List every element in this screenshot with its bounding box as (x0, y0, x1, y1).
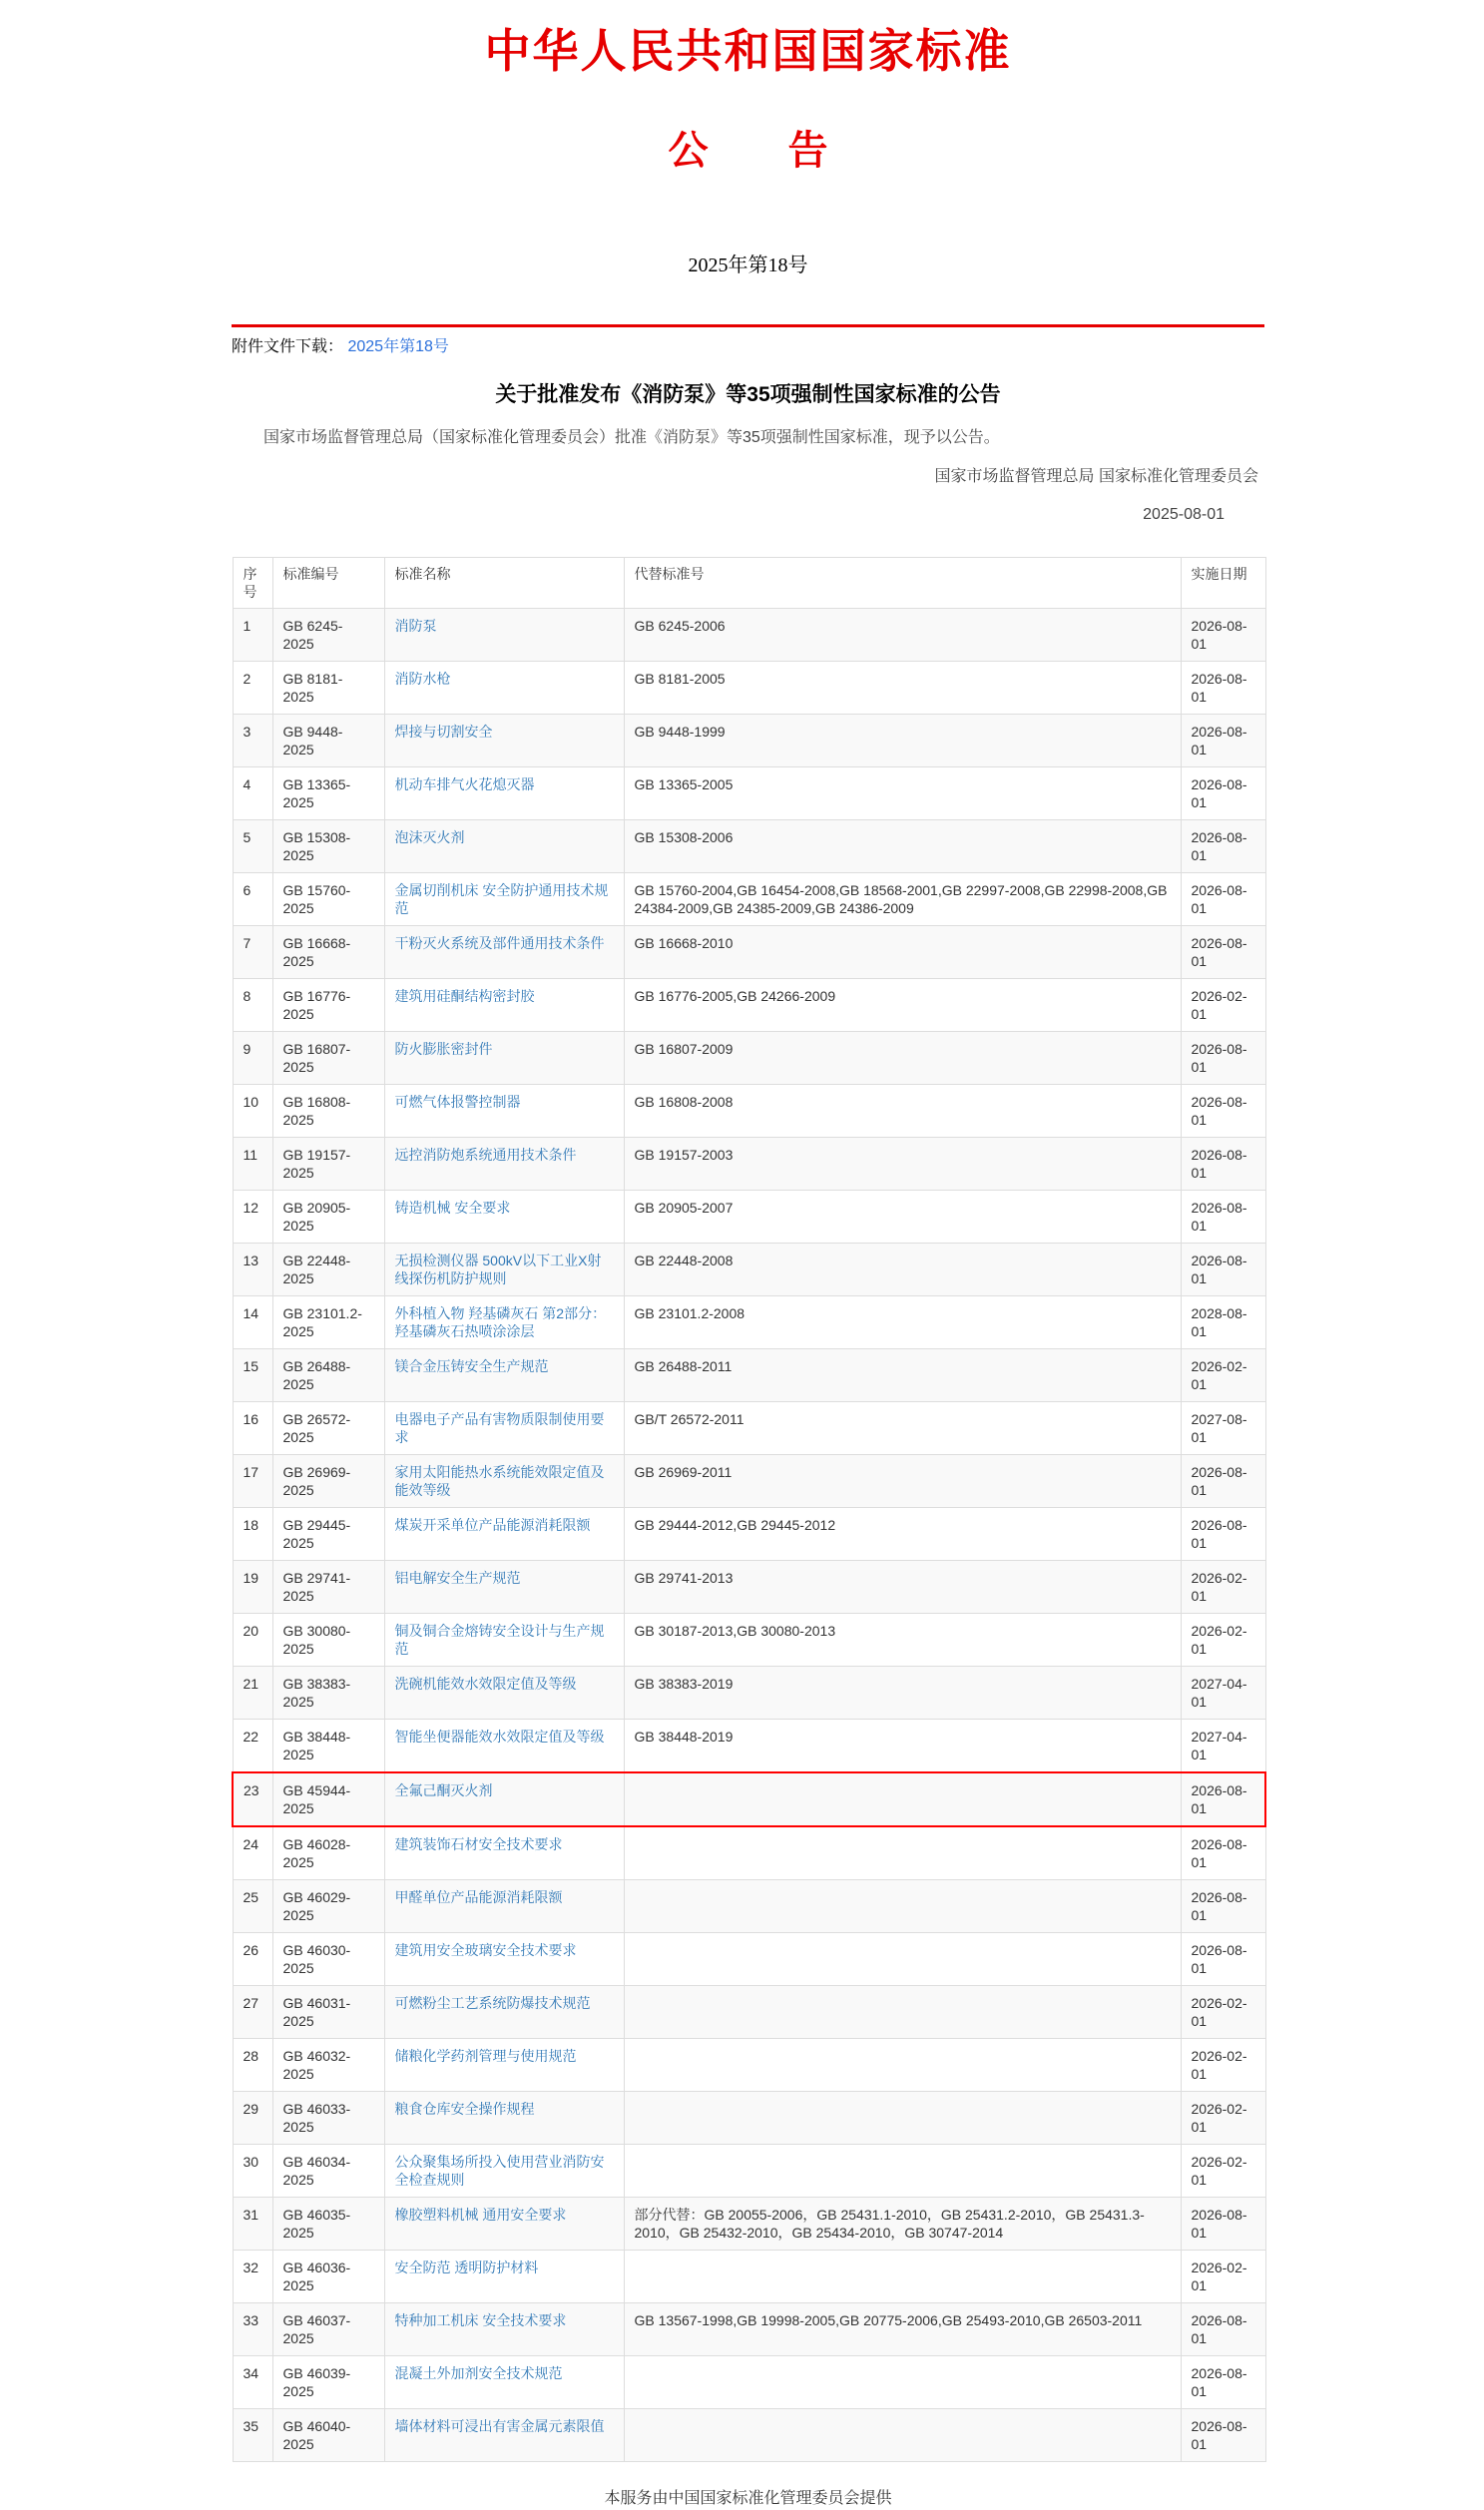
standard-name-cell (384, 1614, 624, 1667)
table-row (233, 715, 1265, 767)
replaced-standards: GB 19157-2003 (624, 1138, 1181, 1191)
row-number: 20 (233, 1614, 272, 1667)
standard-name-cell (384, 1349, 624, 1402)
standard-name-link[interactable]: 墙体材料可浸出有害金属元素限值 (394, 2418, 605, 2434)
standard-code: GB 26488-2025 (272, 1349, 384, 1402)
replaced-standards: GB 15308-2006 (624, 820, 1181, 873)
replaced-standards: GB 16776-2005,GB 24266-2009 (624, 979, 1181, 1032)
content-area (232, 26, 1264, 2510)
row-number: 27 (233, 1986, 272, 2039)
row-number: 14 (233, 1296, 272, 1349)
replaced-standards (624, 1986, 1181, 2039)
standard-code: GB 38448-2025 (272, 1720, 384, 1773)
row-number: 35 (233, 2409, 272, 2462)
implementation-date: 2026-08-01 (1181, 1032, 1265, 1085)
replaced-standards: GB 16808-2008 (624, 1085, 1181, 1138)
standard-code: GB 6245-2025 (272, 609, 384, 662)
table-row (233, 1772, 1265, 1826)
standard-name-cell (384, 715, 624, 767)
implementation-date: 2026-08-01 (1181, 2356, 1265, 2409)
standard-code: GB 46034-2025 (272, 2145, 384, 2198)
row-number: 23 (233, 1772, 272, 1826)
standard-name-cell (384, 2303, 624, 2356)
implementation-date: 2026-02-01 (1181, 2092, 1265, 2145)
table-row (233, 2145, 1265, 2198)
table-row (233, 926, 1265, 979)
replaced-standards (624, 1933, 1181, 1986)
standard-code: GB 46032-2025 (272, 2039, 384, 2092)
row-number: 6 (233, 873, 272, 926)
replaced-standards (624, 1880, 1181, 1933)
standard-name-link[interactable]: 混凝土外加剂安全技术规范 (394, 2365, 563, 2381)
replaced-standards: GB 13567-1998,GB 19998-2005,GB 20775-2006,GB 25493-2010,GB 26503-2011 (624, 2303, 1181, 2356)
standard-name-cell (384, 1244, 624, 1296)
standard-name-cell (384, 1986, 624, 2039)
implementation-date: 2026-08-01 (1181, 767, 1265, 820)
row-number: 7 (233, 926, 272, 979)
standard-name-link[interactable]: 电器电子产品有害物质限制使用要求 (394, 1411, 605, 1445)
replaced-standards (624, 2039, 1181, 2092)
standard-code: GB 16776-2025 (272, 979, 384, 1032)
standard-name-cell (384, 1085, 624, 1138)
table-row (233, 820, 1265, 873)
row-number: 15 (233, 1349, 272, 1402)
standard-code: GB 45944-2025 (272, 1772, 384, 1826)
standard-name-link[interactable]: 橡胶塑料机械 通用安全要求 (394, 2207, 567, 2223)
implementation-date: 2026-02-01 (1181, 1561, 1265, 1614)
row-number: 29 (233, 2092, 272, 2145)
implementation-date: 2026-08-01 (1181, 1138, 1265, 1191)
implementation-date: 2026-08-01 (1181, 715, 1265, 767)
implementation-date: 2026-02-01 (1181, 979, 1265, 1032)
row-number: 10 (233, 1085, 272, 1138)
standard-code: GB 29741-2025 (272, 1561, 384, 1614)
attachment-row (232, 337, 1264, 357)
replaced-standards: GB 26488-2011 (624, 1349, 1181, 1402)
replaced-standards: GB 15760-2004,GB 16454-2008,GB 18568-2001,GB 22997-2008,GB 22998-2008,GB 24384-2009,GB 24385-2009,GB 24386-2009 (624, 873, 1181, 926)
implementation-date: 2026-08-01 (1181, 1772, 1265, 1826)
standard-name-cell (384, 1296, 624, 1349)
implementation-date: 2026-02-01 (1181, 1614, 1265, 1667)
standard-name-link[interactable]: 铝电解安全生产规范 (394, 1570, 521, 1586)
implementation-date: 2026-08-01 (1181, 1508, 1265, 1561)
standard-code: GB 38383-2025 (272, 1667, 384, 1720)
table-row (233, 2303, 1265, 2356)
standard-name-cell (384, 1138, 624, 1191)
replaced-standards: GB/T 26572-2011 (624, 1402, 1181, 1455)
standard-name-link[interactable]: 建筑用硅酮结构密封胶 (394, 988, 535, 1004)
page-subtitle: 公 告 (668, 128, 828, 173)
column-header-index: 序号 (233, 558, 272, 609)
standard-name-link[interactable]: 公众聚集场所投入使用营业消防安全检查规则 (394, 2154, 605, 2188)
standard-name-cell (384, 1772, 624, 1826)
table-row (233, 1826, 1265, 1880)
table-row (233, 1986, 1265, 2039)
row-number: 19 (233, 1561, 272, 1614)
standard-name-cell (384, 767, 624, 820)
row-number: 30 (233, 2145, 272, 2198)
replaced-standards: GB 6245-2006 (624, 609, 1181, 662)
standard-name-link[interactable]: 全氟己酮灭火剂 (394, 1782, 493, 1798)
implementation-date: 2026-02-01 (1181, 2251, 1265, 2303)
implementation-date: 2026-08-01 (1181, 1191, 1265, 1244)
replaced-standards: GB 13365-2005 (624, 767, 1181, 820)
standard-name-link[interactable]: 外科植入物 羟基磷灰石 第2部分：羟基磷灰石热喷涂涂层 (394, 1305, 607, 1339)
standard-code: GB 29445-2025 (272, 1508, 384, 1561)
row-number: 9 (233, 1032, 272, 1085)
table-row (233, 1138, 1265, 1191)
implementation-date: 2026-08-01 (1181, 609, 1265, 662)
implementation-date: 2028-08-01 (1181, 1296, 1265, 1349)
replaced-standards: GB 8181-2005 (624, 662, 1181, 715)
replaced-standards: GB 16668-2010 (624, 926, 1181, 979)
standard-name-link[interactable]: 焊接与切割安全 (394, 724, 493, 740)
standard-code: GB 30080-2025 (272, 1614, 384, 1667)
standard-name-link[interactable]: 铜及铜合金熔铸安全设计与生产规范 (394, 1623, 605, 1657)
replaced-standards: GB 26969-2011 (624, 1455, 1181, 1508)
standard-code: GB 16808-2025 (272, 1085, 384, 1138)
table-row (233, 2092, 1265, 2145)
standard-name-link[interactable]: 泡沫灭火剂 (394, 829, 465, 845)
signature-date: 2025-08-01 (1143, 506, 1225, 523)
row-number: 22 (233, 1720, 272, 1773)
standards-table-body (233, 609, 1265, 2462)
standard-name-link[interactable]: 消防泵 (394, 618, 437, 634)
table-row (233, 1455, 1265, 1508)
standard-name-link[interactable]: 可燃气体报警控制器 (394, 1094, 521, 1110)
row-number: 1 (233, 609, 272, 662)
standard-code: GB 19157-2025 (272, 1138, 384, 1191)
implementation-date: 2026-02-01 (1181, 1349, 1265, 1402)
implementation-date: 2026-08-01 (1181, 1826, 1265, 1880)
standard-code: GB 23101.2-2025 (272, 1296, 384, 1349)
standard-code: GB 46035-2025 (272, 2198, 384, 2251)
table-row (233, 2198, 1265, 2251)
standard-name-cell (384, 2409, 624, 2462)
replaced-standards: GB 9448-1999 (624, 715, 1181, 767)
table-row (233, 2356, 1265, 2409)
standard-code: GB 46037-2025 (272, 2303, 384, 2356)
table-row (233, 1296, 1265, 1349)
standard-code: GB 16668-2025 (272, 926, 384, 979)
row-number: 13 (233, 1244, 272, 1296)
standard-code: GB 26969-2025 (272, 1455, 384, 1508)
standard-name-link[interactable]: 消防水枪 (394, 671, 451, 687)
column-header-name: 标准名称 (384, 558, 624, 609)
standard-name-cell (384, 873, 624, 926)
column-header-code: 标准编号 (272, 558, 384, 609)
row-number: 31 (233, 2198, 272, 2251)
implementation-date: 2026-08-01 (1181, 926, 1265, 979)
standard-name-link[interactable]: 储粮化学药剂管理与使用规范 (394, 2048, 577, 2064)
standard-code: GB 46031-2025 (272, 1986, 384, 2039)
row-number: 25 (233, 1880, 272, 1933)
row-number: 34 (233, 2356, 272, 2409)
row-number: 28 (233, 2039, 272, 2092)
table-row (233, 1880, 1265, 1933)
attachment-download-link[interactable]: 2025年第18号 (347, 338, 449, 355)
standard-name-link[interactable]: 铸造机械 安全要求 (394, 1200, 511, 1216)
attachment-label: 附件文件下载： (232, 338, 344, 355)
column-header-replaces: 代替标准号 (624, 558, 1181, 609)
standard-name-link[interactable]: 机动车排气火花熄灭器 (394, 776, 535, 792)
standard-code: GB 15760-2025 (272, 873, 384, 926)
replaced-standards: 部分代替：GB 20055-2006，GB 25431.1-2010，GB 25431.2-2010，GB 25431.3-2010，GB 25432-2010，GB 25434-2010，GB 30747-2014 (624, 2198, 1181, 2251)
replaced-standards (624, 2145, 1181, 2198)
implementation-date: 2027-04-01 (1181, 1720, 1265, 1773)
replaced-standards: GB 22448-2008 (624, 1244, 1181, 1296)
standard-code: GB 46029-2025 (272, 1880, 384, 1933)
replaced-standards: GB 38448-2019 (624, 1720, 1181, 1773)
row-number: 16 (233, 1402, 272, 1455)
standard-name-link[interactable]: 干粉灭火系统及部件通用技术条件 (394, 935, 605, 951)
announcement-title: 关于批准发布《消防泵》等35项强制性国家标准的公告 (495, 383, 1001, 406)
row-number: 8 (233, 979, 272, 1032)
row-number: 17 (233, 1455, 272, 1508)
row-number: 24 (233, 1826, 272, 1880)
table-row (233, 1667, 1265, 1720)
table-row (233, 1933, 1265, 1986)
announcement-page (0, 26, 1484, 2507)
implementation-date: 2026-08-01 (1181, 873, 1265, 926)
standard-code: GB 46033-2025 (272, 2092, 384, 2145)
standard-code: GB 46028-2025 (272, 1826, 384, 1880)
standard-name-cell (384, 979, 624, 1032)
standard-name-cell (384, 1933, 624, 1986)
announcement-body: 国家市场监督管理总局（国家标准化管理委员会）批准《消防泵》等35项强制性国家标准，现予以公告。 (263, 429, 1000, 446)
row-number: 11 (233, 1138, 272, 1191)
standard-code: GB 46030-2025 (272, 1933, 384, 1986)
replaced-standards: GB 23101.2-2008 (624, 1296, 1181, 1349)
row-number: 4 (233, 767, 272, 820)
implementation-date: 2026-08-01 (1181, 2409, 1265, 2462)
table-row (233, 609, 1265, 662)
standard-name-link[interactable]: 远控消防炮系统通用技术条件 (394, 1147, 577, 1163)
table-row (233, 1508, 1265, 1561)
row-number: 5 (233, 820, 272, 873)
standard-name-link[interactable]: 智能坐便器能效水效限定值及等级 (394, 1729, 605, 1745)
standard-name-link[interactable]: 建筑用安全玻璃安全技术要求 (394, 1942, 577, 1958)
standard-name-cell (384, 1402, 624, 1455)
standard-code: GB 26572-2025 (272, 1402, 384, 1455)
standard-code: GB 15308-2025 (272, 820, 384, 873)
replaced-standards: GB 29444-2012,GB 29445-2012 (624, 1508, 1181, 1561)
standard-name-cell (384, 1720, 624, 1773)
standard-name-cell (384, 2092, 624, 2145)
standard-code: GB 46040-2025 (272, 2409, 384, 2462)
row-number: 2 (233, 662, 272, 715)
replaced-standards: GB 29741-2013 (624, 1561, 1181, 1614)
standard-name-link[interactable]: 无损检测仪器 500kV以下工业X射线探伤机防护规则 (394, 1253, 602, 1286)
standard-name-link[interactable]: 粮食仓库安全操作规程 (394, 2101, 535, 2117)
implementation-date: 2026-08-01 (1181, 662, 1265, 715)
row-number: 21 (233, 1667, 272, 1720)
replaced-standards (624, 2409, 1181, 2462)
row-number: 32 (233, 2251, 272, 2303)
standard-name-link[interactable]: 特种加工机床 安全技术要求 (394, 2312, 567, 2328)
table-row (233, 979, 1265, 1032)
standard-name-cell (384, 1191, 624, 1244)
standard-name-cell (384, 662, 624, 715)
implementation-date: 2026-08-01 (1181, 2303, 1265, 2356)
implementation-date: 2026-08-01 (1181, 820, 1265, 873)
implementation-date: 2027-08-01 (1181, 1402, 1265, 1455)
table-row (233, 1191, 1265, 1244)
implementation-date: 2026-02-01 (1181, 1986, 1265, 2039)
standard-name-link[interactable]: 甲醛单位产品能源消耗限额 (394, 1889, 563, 1905)
implementation-date: 2026-02-01 (1181, 2145, 1265, 2198)
standard-name-cell (384, 1667, 624, 1720)
standard-code: GB 13365-2025 (272, 767, 384, 820)
table-row (233, 1614, 1265, 1667)
table-row (233, 767, 1265, 820)
row-number: 12 (233, 1191, 272, 1244)
replaced-standards: GB 38383-2019 (624, 1667, 1181, 1720)
standard-name-link[interactable]: 防火膨胀密封件 (394, 1041, 493, 1057)
implementation-date: 2026-08-01 (1181, 1880, 1265, 1933)
standard-name-cell (384, 2145, 624, 2198)
page-title: 中华人民共和国国家标准 (484, 26, 1012, 77)
standards-table (232, 557, 1266, 2462)
table-row (233, 1085, 1265, 1138)
replaced-standards: GB 30187-2013,GB 30080-2013 (624, 1614, 1181, 1667)
replaced-standards: GB 16807-2009 (624, 1032, 1181, 1085)
standard-name-cell (384, 609, 624, 662)
standard-name-link[interactable]: 家用太阳能热水系统能效限定值及能效等级 (394, 1464, 605, 1498)
implementation-date: 2027-04-01 (1181, 1667, 1265, 1720)
signature: 国家市场监督管理总局 国家标准化管理委员会 (934, 468, 1258, 485)
table-row (233, 1402, 1265, 1455)
replaced-standards (624, 2092, 1181, 2145)
standard-code: GB 22448-2025 (272, 1244, 384, 1296)
standard-name-cell (384, 2039, 624, 2092)
table-row (233, 1032, 1265, 1085)
row-number: 18 (233, 1508, 272, 1561)
implementation-date: 2026-08-01 (1181, 1085, 1265, 1138)
standard-name-cell (384, 2251, 624, 2303)
standard-code: GB 9448-2025 (272, 715, 384, 767)
replaced-standards (624, 2356, 1181, 2409)
standard-name-cell (384, 820, 624, 873)
issue-number: 2025年第18号 (688, 254, 808, 276)
standard-name-link[interactable]: 可燃粉尘工艺系统防爆技术规范 (394, 1995, 591, 2011)
standard-name-cell (384, 1826, 624, 1880)
standard-name-cell (384, 2356, 624, 2409)
standard-name-cell (384, 1880, 624, 1933)
standard-name-cell (384, 926, 624, 979)
table-row (233, 2039, 1265, 2092)
standard-name-cell (384, 1455, 624, 1508)
standard-name-cell (384, 1561, 624, 1614)
standard-code: GB 46036-2025 (272, 2251, 384, 2303)
standard-code: GB 20905-2025 (272, 1191, 384, 1244)
standard-name-link[interactable]: 煤炭开采单位产品能源消耗限额 (394, 1517, 591, 1533)
table-row (233, 2409, 1265, 2462)
table-row (233, 2251, 1265, 2303)
table-row (233, 662, 1265, 715)
table-row (233, 1244, 1265, 1296)
red-divider (232, 324, 1264, 327)
standard-name-cell (384, 1032, 624, 1085)
table-header-row (233, 558, 1265, 609)
standard-name-link[interactable]: 安全防范 透明防护材料 (394, 2259, 539, 2275)
standard-name-link[interactable]: 金属切削机床 安全防护通用技术规范 (394, 882, 609, 916)
table-row (233, 1561, 1265, 1614)
implementation-date: 2026-08-01 (1181, 1933, 1265, 1986)
column-header-date: 实施日期 (1181, 558, 1265, 609)
standard-name-link[interactable]: 建筑装饰石材安全技术要求 (394, 1836, 563, 1852)
table-row (233, 1720, 1265, 1773)
replaced-standards (624, 1772, 1181, 1826)
standard-code: GB 16807-2025 (272, 1032, 384, 1085)
table-row (233, 1349, 1265, 1402)
page-footer: 本服务由中国国家标准化管理委员会提供 (604, 2490, 892, 2507)
implementation-date: 2026-08-01 (1181, 2198, 1265, 2251)
standard-code: GB 8181-2025 (272, 662, 384, 715)
row-number: 33 (233, 2303, 272, 2356)
table-row (233, 873, 1265, 926)
replaced-standards (624, 1826, 1181, 1880)
standard-name-link[interactable]: 洗碗机能效水效限定值及等级 (394, 1676, 577, 1692)
standard-name-cell (384, 1508, 624, 1561)
replaced-standards: GB 20905-2007 (624, 1191, 1181, 1244)
replaced-standards (624, 2251, 1181, 2303)
implementation-date: 2026-08-01 (1181, 1244, 1265, 1296)
row-number: 3 (233, 715, 272, 767)
implementation-date: 2026-02-01 (1181, 2039, 1265, 2092)
standard-name-cell (384, 2198, 624, 2251)
standard-name-link[interactable]: 镁合金压铸安全生产规范 (394, 1358, 549, 1374)
standard-code: GB 46039-2025 (272, 2356, 384, 2409)
implementation-date: 2026-08-01 (1181, 1455, 1265, 1508)
row-number: 26 (233, 1933, 272, 1986)
